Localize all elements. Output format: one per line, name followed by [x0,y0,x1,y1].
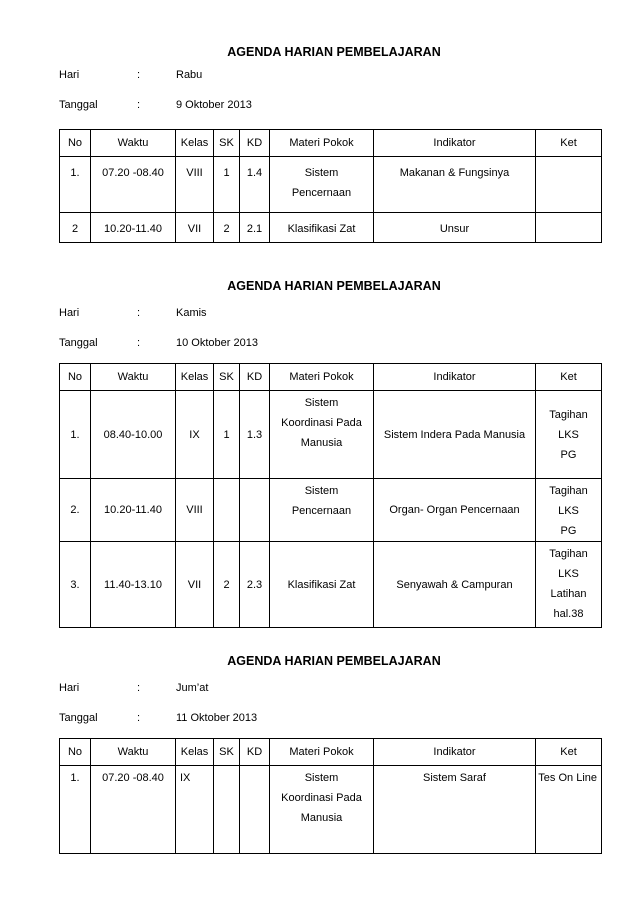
cell-ket [536,766,602,854]
cell-no: 2 [60,213,91,243]
header-indikator: Indikator [374,364,536,391]
header-indikator: Indikator [374,739,536,766]
table-row [60,391,602,479]
cell-no: 1. [60,391,91,479]
colon: : [137,307,141,319]
agenda-title: AGENDA HARIAN PEMBELAJARAN [227,279,441,293]
hari-row [59,307,601,327]
header-waktu: Waktu [91,739,176,766]
header-kelas: Kelas [176,739,214,766]
header-ket: Ket [536,739,602,766]
agenda-section-2 [59,277,601,628]
agenda-title: AGENDA HARIAN PEMBELAJARAN [227,654,441,668]
ket-line: hal.38 [553,608,584,620]
cell-kelas: VIII [176,479,214,542]
hari-label: Hari [59,307,80,319]
cell-ket [536,213,602,243]
cell-waktu: 07.20 -08.40 [91,157,176,213]
header-no: No [60,739,91,766]
materi-line: Manusia [300,437,343,449]
tanggal-row [59,99,601,119]
cell-waktu: 11.40-13.10 [91,542,176,628]
ket-line: Tes On Line [538,772,597,784]
ket-line: Tagihan LKS [549,548,588,580]
ket-line: PG [560,525,577,537]
materi-line: Pencernaan [291,187,352,199]
cell-waktu: 10.20-11.40 [91,479,176,542]
cell-waktu: 08.40-10.00 [91,391,176,479]
table-row [60,766,602,854]
cell-indikator: Sistem Indera Pada Manusia [374,391,536,479]
table-row [60,213,602,243]
ket-line: Tagihan LKS [549,408,588,441]
colon: : [137,682,141,694]
cell-kd [240,479,270,542]
cell-kd: 1.3 [240,391,270,479]
hari-value: Rabu [176,69,203,81]
tanggal-value: 11 Oktober 2013 [176,712,258,724]
cell-kd: 1.4 [240,157,270,213]
cell-kelas: IX [176,391,214,479]
cell-ket [536,157,602,213]
cell-indikator: Sistem Saraf [374,766,536,854]
table-row [60,157,602,213]
hari-value: Kamis [176,307,207,319]
header-no: No [60,130,91,157]
tanggal-value: 9 Oktober 2013 [176,99,252,111]
header-kd: KD [240,739,270,766]
cell-sk [214,766,240,854]
cell-materi [270,213,374,243]
cell-materi [270,479,374,542]
cell-kelas: VIII [176,157,214,213]
agenda-title: AGENDA HARIAN PEMBELAJARAN [227,45,441,59]
cell-materi [270,157,374,213]
header-waktu: Waktu [91,364,176,391]
colon: : [137,712,141,724]
cell-materi [270,391,374,479]
materi-line: Manusia [300,812,343,824]
colon: : [137,69,141,81]
header-kd: KD [240,130,270,157]
materi-line: Klasifikasi Zat [287,223,356,235]
cell-ket [536,479,602,542]
hari-value: Jum’at [176,682,209,694]
header-waktu: Waktu [91,130,176,157]
table-header-row [60,739,602,766]
cell-kelas: VII [176,542,214,628]
agenda-table [59,738,602,854]
ket-line: PG [560,448,577,461]
cell-no: 1. [60,157,91,213]
header-sk: SK [214,364,240,391]
cell-kd: 2.3 [240,542,270,628]
header-no: No [60,364,91,391]
table-header-row [60,364,602,391]
tanggal-value: 10 Oktober 2013 [176,337,258,349]
header-ket: Ket [536,364,602,391]
header-materi: Materi Pokok [270,739,374,766]
agenda-section-1 [59,43,601,243]
tanggal-label: Tanggal [59,337,98,349]
cell-sk: 2 [214,213,240,243]
materi-line: Koordinasi Pada [281,417,362,429]
ket-line: Tagihan LKS [549,485,588,517]
tanggal-row [59,712,601,732]
header-sk: SK [214,739,240,766]
hari-row [59,682,601,702]
hari-row [59,69,601,89]
agenda-table [59,363,602,628]
ket-line: Latihan [550,588,587,600]
tanggal-label: Tanggal [59,712,98,724]
cell-kd [240,766,270,854]
tanggal-label: Tanggal [59,99,98,111]
header-indikator: Indikator [374,130,536,157]
colon: : [137,337,141,349]
header-materi: Materi Pokok [270,364,374,391]
tanggal-row [59,337,601,357]
cell-kelas: IX [176,766,214,854]
cell-no: 3. [60,542,91,628]
header-kelas: Kelas [176,130,214,157]
materi-line: Koordinasi Pada [281,792,362,804]
cell-kelas: VII [176,213,214,243]
agenda-table [59,129,602,243]
header-materi: Materi Pokok [270,130,374,157]
cell-waktu: 07.20 -08.40 [91,766,176,854]
header-kd: KD [240,364,270,391]
header-sk: SK [214,130,240,157]
table-row [60,479,602,542]
cell-indikator: Organ- Organ Pencernaan [374,479,536,542]
cell-indikator: Unsur [374,213,536,243]
materi-line: Klasifikasi Zat [287,578,356,591]
materi-line: Sistem [304,397,339,409]
cell-sk: 2 [214,542,240,628]
cell-sk: 1 [214,391,240,479]
cell-ket [536,542,602,628]
cell-indikator: Makanan & Fungsinya [374,157,536,213]
cell-sk [214,479,240,542]
cell-kd: 2.1 [240,213,270,243]
materi-line: Pencernaan [291,505,352,517]
hari-label: Hari [59,69,80,81]
cell-ket [536,391,602,479]
cell-materi [270,542,374,628]
header-ket: Ket [536,130,602,157]
header-kelas: Kelas [176,364,214,391]
table-header-row [60,130,602,157]
materi-line: Sistem [304,485,339,497]
hari-label: Hari [59,682,80,694]
table-row [60,542,602,628]
cell-indikator: Senyawah & Campuran [374,542,536,628]
cell-no: 2. [60,479,91,542]
cell-sk: 1 [214,157,240,213]
materi-line: Sistem [304,167,339,179]
cell-waktu: 10.20-11.40 [91,213,176,243]
cell-materi [270,766,374,854]
agenda-section-3 [59,652,601,854]
colon: : [137,99,141,111]
materi-line: Sistem [304,772,339,784]
cell-no: 1. [60,766,91,854]
